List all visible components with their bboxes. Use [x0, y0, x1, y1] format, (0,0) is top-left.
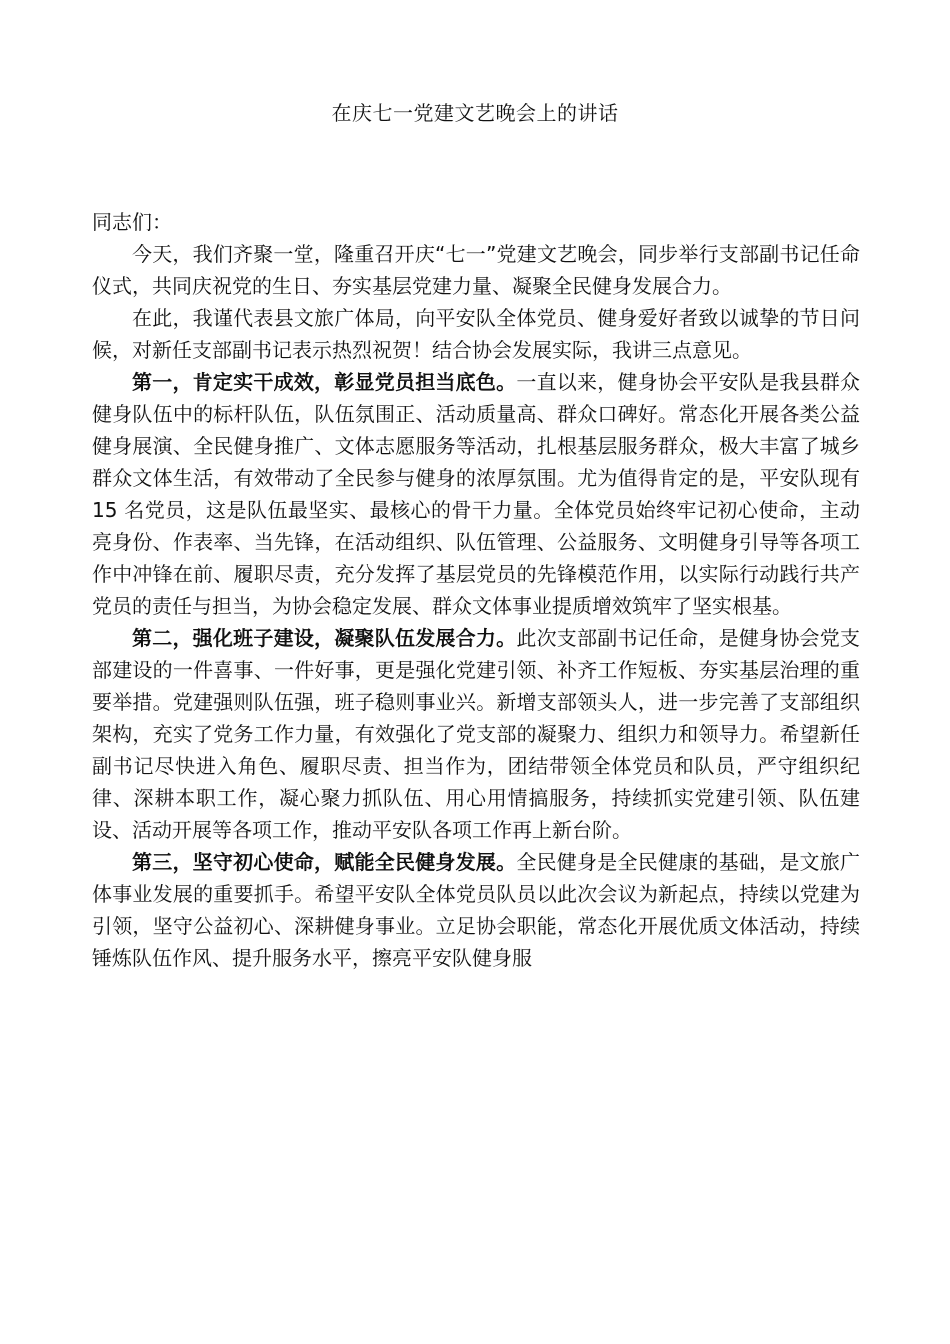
- paragraph-text: 全民健身是全民健康的基础，是文旅广体事业发展的重要抓手。希望平安队全体党员队员以此次会议为新起点，持续以党建为引领，坚守公益初心、深耕健身事业。立足协会职能，常态化开展优质文体活动，持续锤炼队伍作风、提升服务水平，擦亮平安队健身服: [92, 850, 861, 970]
- paragraph-lead: 第一，肯定实干成效，彰显党员担当底色。: [132, 370, 517, 394]
- paragraph-text: 一直以来，健身协会平安队是我县群众健身队伍中的标杆队伍，队伍氛围正、活动质量高、群众口碑好。常态化开展各类公益健身展演、全民健身推广、文体志愿服务等活动，扎根基层服务群众，极大丰富了城乡群众文体生活，有效带动了全民参与健身的浓厚氛围。尤为值得肯定的是，平安队现有 15 名党员，这是队伍最坚实、最核心的骨干力量。全体党员始终牢记初心使命，主动亮身份、作表率、当先锋，在活动组织、队伍管理、公益服务、文明健身引导等各项工作中冲锋在前、履职尽责，充分发挥了基层党员的先锋模范作用，以实际行动践行共产党员的责任与担当，为协会稳定发展、群众文体事业提质增效筑牢了坚实根基。: [92, 370, 861, 618]
- document-title: 在庆七一党建文艺晚会上的讲话: [331, 101, 619, 125]
- paragraph-point-one: [92, 366, 860, 622]
- paragraph-lead: 第二，强化班子建设，凝聚队伍发展合力。: [132, 626, 517, 650]
- paragraph-greeting: [92, 302, 860, 366]
- paragraph-point-three: [92, 846, 860, 974]
- paragraph-text: 在此，我谨代表县文旅广体局，向平安队全体党员、健身爱好者致以诚挚的节日问候，对新任支部副书记表示热烈祝贺！结合协会发展实际，我讲三点意见。: [92, 306, 860, 362]
- document-body: [92, 206, 860, 974]
- salutation: 同志们：: [92, 210, 172, 234]
- paragraph-text: 今天，我们齐聚一堂，隆重召开庆“七一”党建文艺晚会，同步举行支部副书记任命仪式，共同庆祝党的生日、夯实基层党建力量、凝聚全民健身发展合力。: [92, 242, 860, 298]
- paragraph-point-two: [92, 622, 860, 846]
- paragraph-lead: 第三，坚守初心使命，赋能全民健身发展。: [132, 850, 517, 874]
- paragraph-text: 此次支部副书记任命，是健身协会党支部建设的一件喜事、一件好事，更是强化党建引领、补齐工作短板、夯实基层治理的重要举措。党建强则队伍强，班子稳则事业兴。新增支部领头人，进一步完善了支部组织架构，充实了党务工作力量，有效强化了党支部的凝聚力、组织力和领导力。希望新任副书记尽快进入角色、履职尽责、担当作为，团结带领全体党员和队员，严守组织纪律、深耕本职工作，凝心聚力抓队伍、用心用情搞服务，持续抓实党建引领、队伍建设、活动开展等各项工作，推动平安队各项工作再上新台阶。: [92, 626, 861, 842]
- paragraph-opening: [92, 238, 860, 302]
